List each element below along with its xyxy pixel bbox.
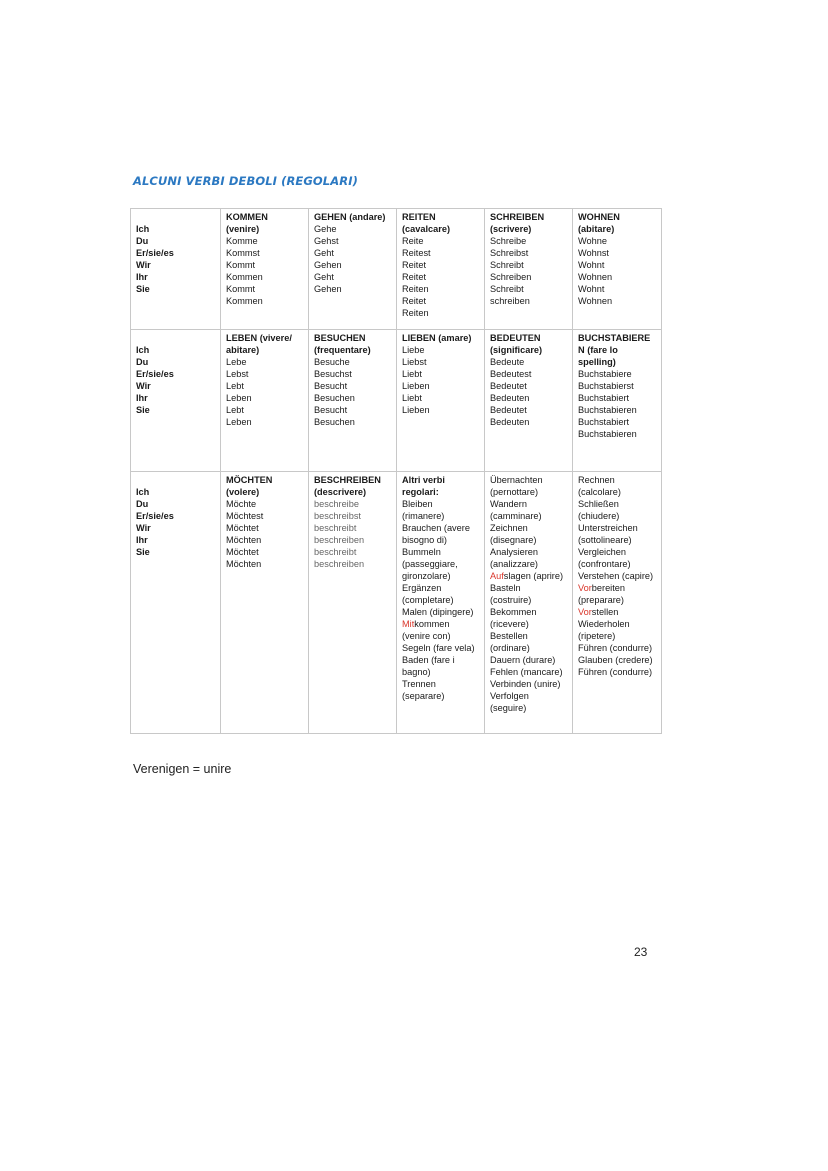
verb-form: Lebe <box>226 357 247 367</box>
pronoun-label: Er/sie/es <box>136 248 174 258</box>
pronoun-label: Wir <box>136 523 151 533</box>
verb-form: Reitet <box>402 260 427 270</box>
list-item: Bleiben <box>402 499 433 509</box>
list-item: Trennen <box>402 679 436 689</box>
verb-heading: BUCHSTABIERE <box>578 333 651 343</box>
list-item: (ordinare) <box>490 643 530 653</box>
footer-note: Verenigen = unire <box>133 762 232 776</box>
list-item: (costruire) <box>490 595 532 605</box>
verb-translation: abitare) <box>226 345 260 355</box>
pronoun-label: Wir <box>136 381 151 391</box>
verb-form: Reitet <box>402 296 427 306</box>
verb-translation: (abitare) <box>578 224 615 234</box>
list-item: Verbinden (unire) <box>490 679 561 689</box>
list-item: (sottolineare) <box>578 535 632 545</box>
verb-cell-bedeuten <box>485 330 573 472</box>
list-item: Verfolgen <box>490 691 529 701</box>
verb-list-cell <box>485 472 573 734</box>
verb-translation: spelling) <box>578 357 616 367</box>
verb-form: Wohne <box>578 236 607 246</box>
verb-cell-lieben <box>397 330 485 472</box>
list-item: (venire con) <box>402 631 451 641</box>
verb-form: Bedeutet <box>490 405 527 415</box>
list-item: Führen (condurre) <box>578 667 653 677</box>
list-item: Bekommen <box>490 607 537 617</box>
verb-form: Reite <box>402 236 424 246</box>
verb-form: Kommen <box>226 272 263 282</box>
verb-form: Liebe <box>402 345 425 355</box>
verb-form: schreiben <box>490 296 530 306</box>
list-item: (camminare) <box>490 511 542 521</box>
verb-form: Liebt <box>402 369 422 379</box>
list-item: Fehlen (mancare) <box>490 667 563 677</box>
verb-form: Buchstabiert <box>578 417 630 427</box>
verb-form: Gehe <box>314 224 337 234</box>
verb-cell-kommen <box>221 209 309 330</box>
verb-cell-buchstabieren <box>573 330 662 472</box>
verb-heading: SCHREIBEN <box>490 212 545 222</box>
verb-form: Liebt <box>402 393 422 403</box>
verb-cell-schreiben <box>485 209 573 330</box>
pronoun-label: Sie <box>136 284 150 294</box>
verb-form: Schreibst <box>490 248 529 258</box>
verb-form: Leben <box>226 393 252 403</box>
verb-form: Möchten <box>226 535 262 545</box>
verb-form: Reitet <box>402 272 427 282</box>
verb-form: Möchten <box>226 559 262 569</box>
list-item <box>578 606 656 618</box>
verb-translation: (venire) <box>226 224 260 234</box>
verb-form: beschreiben <box>314 559 365 569</box>
verb-form: Besucht <box>314 381 348 391</box>
verb-form: beschreibt <box>314 523 357 533</box>
verb-heading: REITEN <box>402 212 436 222</box>
verb-form: Wohnen <box>578 272 613 282</box>
list-item: gironzolare) <box>402 571 451 581</box>
list-item: (chiudere) <box>578 511 620 521</box>
pronoun-label: Er/sie/es <box>136 369 174 379</box>
verb-form: Gehen <box>314 260 342 270</box>
verb-heading: KOMMEN <box>226 212 268 222</box>
verb-form: Bedeuten <box>490 393 530 403</box>
verb-translation: N (fare lo <box>578 345 618 355</box>
table-row <box>131 472 662 734</box>
table-row <box>131 330 662 472</box>
prefix-highlight: Vor <box>578 607 592 617</box>
pronoun-label: Ich <box>136 345 150 355</box>
table-row <box>131 209 662 330</box>
verb-form: Lieben <box>402 381 430 391</box>
pronoun-label: Ich <box>136 487 150 497</box>
verb-form: Möchtet <box>226 523 259 533</box>
list-item: Führen (condurre) <box>578 643 653 653</box>
verb-form: Besuchst <box>314 369 352 379</box>
verb-form: Schreibe <box>490 236 527 246</box>
list-item <box>578 582 656 594</box>
list-item: (separare) <box>402 691 445 701</box>
verb-cell-leben <box>221 330 309 472</box>
list-item: (completare) <box>402 595 454 605</box>
verb-form: Wohnst <box>578 248 609 258</box>
verb-form: Gehen <box>314 284 342 294</box>
list-item: Vergleichen <box>578 547 627 557</box>
verb-form: Besuchen <box>314 417 355 427</box>
verb-translation: (volere) <box>226 487 260 497</box>
other-verbs-cell <box>397 472 485 734</box>
list-item <box>490 570 567 582</box>
list-item: Bummeln <box>402 547 441 557</box>
pronoun-label: Sie <box>136 405 150 415</box>
verb-heading: WOHNEN <box>578 212 620 222</box>
verb-form: Lebst <box>226 369 249 379</box>
verb-stem: kommen <box>414 619 450 629</box>
list-item: (preparare) <box>578 595 624 605</box>
verb-form: Besucht <box>314 405 348 415</box>
verb-form: Wohnt <box>578 260 605 270</box>
list-item: (ripetere) <box>578 631 616 641</box>
pronoun-label: Ihr <box>136 535 148 545</box>
verb-translation: (descrivere) <box>314 487 367 497</box>
prefix-highlight: Auf <box>490 571 504 581</box>
prefix-highlight: Mit <box>402 619 415 629</box>
verb-heading: LIEBEN (amare) <box>402 333 472 343</box>
verb-form: Wohnt <box>578 284 605 294</box>
pronoun-label: Ihr <box>136 272 148 282</box>
verb-translation: (cavalcare) <box>402 224 451 234</box>
verb-table <box>130 208 662 734</box>
verb-form: beschreibe <box>314 499 359 509</box>
list-item: Wiederholen <box>578 619 630 629</box>
verb-form: beschreiben <box>314 535 365 545</box>
other-verbs-heading: Altri verbi <box>402 475 445 485</box>
pronoun-label: Du <box>136 236 149 246</box>
verb-form: Buchstabieren <box>578 405 637 415</box>
pronoun-cell <box>131 209 221 330</box>
verb-form: Kommt <box>226 284 256 294</box>
verb-stem: slagen (aprire) <box>503 571 564 581</box>
verb-heading: LEBEN (vivere/ <box>226 333 292 343</box>
verb-form: Reiten <box>402 308 429 318</box>
pronoun-cell <box>131 472 221 734</box>
verb-form: Schreiben <box>490 272 532 282</box>
verb-translation: (significare) <box>490 345 543 355</box>
verb-form: Kommen <box>226 296 263 306</box>
verb-translation: (frequentare) <box>314 345 371 355</box>
list-item: (pernottare) <box>490 487 539 497</box>
pronoun-label: Du <box>136 357 149 367</box>
verb-form: beschreibt <box>314 547 357 557</box>
verb-form: Kommst <box>226 248 260 258</box>
pronoun-label: Du <box>136 499 149 509</box>
verb-translation: (scrivere) <box>490 224 532 234</box>
pronoun-label: Er/sie/es <box>136 511 174 521</box>
list-item: Wandern <box>490 499 527 509</box>
verb-cell-moechten <box>221 472 309 734</box>
verb-form: Buchstabierst <box>578 381 634 391</box>
list-item: Analysieren <box>490 547 539 557</box>
verb-form: Besuchen <box>314 393 355 403</box>
verb-form: Gehst <box>314 236 339 246</box>
list-item: Dauern (durare) <box>490 655 556 665</box>
verb-form: Liebst <box>402 357 427 367</box>
list-item: Baden (fare i <box>402 655 455 665</box>
prefix-highlight: Vor <box>578 583 592 593</box>
list-item: Unterstreichen <box>578 523 638 533</box>
list-item: Ergänzen <box>402 583 442 593</box>
list-item: (analizzare) <box>490 559 538 569</box>
verb-form: Schreibt <box>490 260 524 270</box>
verb-heading: BESUCHEN <box>314 333 366 343</box>
list-item: (seguire) <box>490 703 527 713</box>
verb-cell-beschreiben <box>309 472 397 734</box>
verb-heading: BEDEUTEN <box>490 333 541 343</box>
list-item: Brauchen (avere <box>402 523 470 533</box>
pronoun-label: Sie <box>136 547 150 557</box>
verb-form: Lieben <box>402 405 430 415</box>
list-item <box>402 618 479 630</box>
verb-form: Geht <box>314 272 334 282</box>
list-item: Rechnen <box>578 475 615 485</box>
list-item: Übernachten <box>490 475 543 485</box>
list-item: Glauben (credere) <box>578 655 653 665</box>
list-item: Segeln (fare vela) <box>402 643 475 653</box>
verb-form: Möchtet <box>226 547 259 557</box>
list-item: (calcolare) <box>578 487 621 497</box>
pronoun-label: Wir <box>136 260 151 270</box>
verb-form: beschreibst <box>314 511 361 521</box>
verb-form: Lebt <box>226 405 244 415</box>
verb-form: Buchstabieren <box>578 429 637 439</box>
verb-form: Reiten <box>402 284 429 294</box>
verb-heading: MÖCHTEN <box>226 475 273 485</box>
verb-form: Bedeutet <box>490 381 527 391</box>
verb-cell-gehen <box>309 209 397 330</box>
verb-form: Buchstabiere <box>578 369 632 379</box>
pronoun-label: Ich <box>136 224 150 234</box>
list-item: Zeichnen <box>490 523 528 533</box>
verb-stem: stellen <box>591 607 619 617</box>
other-verbs-heading: regolari: <box>402 487 439 497</box>
verb-heading: BESCHREIBEN <box>314 475 381 485</box>
verb-form: Geht <box>314 248 334 258</box>
page-number: 23 <box>634 945 648 959</box>
verb-cell-besuchen <box>309 330 397 472</box>
verb-cell-wohnen <box>573 209 662 330</box>
verb-form: Wohnen <box>578 296 613 306</box>
list-item: bisogno di) <box>402 535 447 545</box>
verb-list-cell <box>573 472 662 734</box>
list-item: (rimanere) <box>402 511 445 521</box>
list-item: (ricevere) <box>490 619 529 629</box>
list-item: Schließen <box>578 499 619 509</box>
pronoun-cell <box>131 330 221 472</box>
verb-form: Komme <box>226 236 258 246</box>
verb-form: Bedeute <box>490 357 525 367</box>
verb-form: Besuche <box>314 357 350 367</box>
verb-form: Möchtest <box>226 511 264 521</box>
list-item: Verstehen (capire) <box>578 571 654 581</box>
verb-form: Buchstabiert <box>578 393 630 403</box>
list-item: (confrontare) <box>578 559 631 569</box>
list-item: (disegnare) <box>490 535 537 545</box>
verb-stem: bereiten <box>591 583 625 593</box>
verb-form: Bedeutest <box>490 369 532 379</box>
list-item: bagno) <box>402 667 431 677</box>
pronoun-label: Ihr <box>136 393 148 403</box>
list-item: Malen (dipingere) <box>402 607 474 617</box>
verb-form: Möchte <box>226 499 257 509</box>
verb-form: Lebt <box>226 381 244 391</box>
list-item: Basteln <box>490 583 521 593</box>
list-item: (passeggiare, <box>402 559 458 569</box>
verb-form: Kommt <box>226 260 256 270</box>
page-title: ALCUNI VERBI DEBOLI (REGOLARI) <box>133 174 358 188</box>
verb-form: Schreibt <box>490 284 524 294</box>
verb-form: Reitest <box>402 248 431 258</box>
verb-cell-reiten <box>397 209 485 330</box>
verb-form: Bedeuten <box>490 417 530 427</box>
list-item: Bestellen <box>490 631 528 641</box>
verb-form: Leben <box>226 417 252 427</box>
verb-heading: GEHEN (andare) <box>314 212 386 222</box>
